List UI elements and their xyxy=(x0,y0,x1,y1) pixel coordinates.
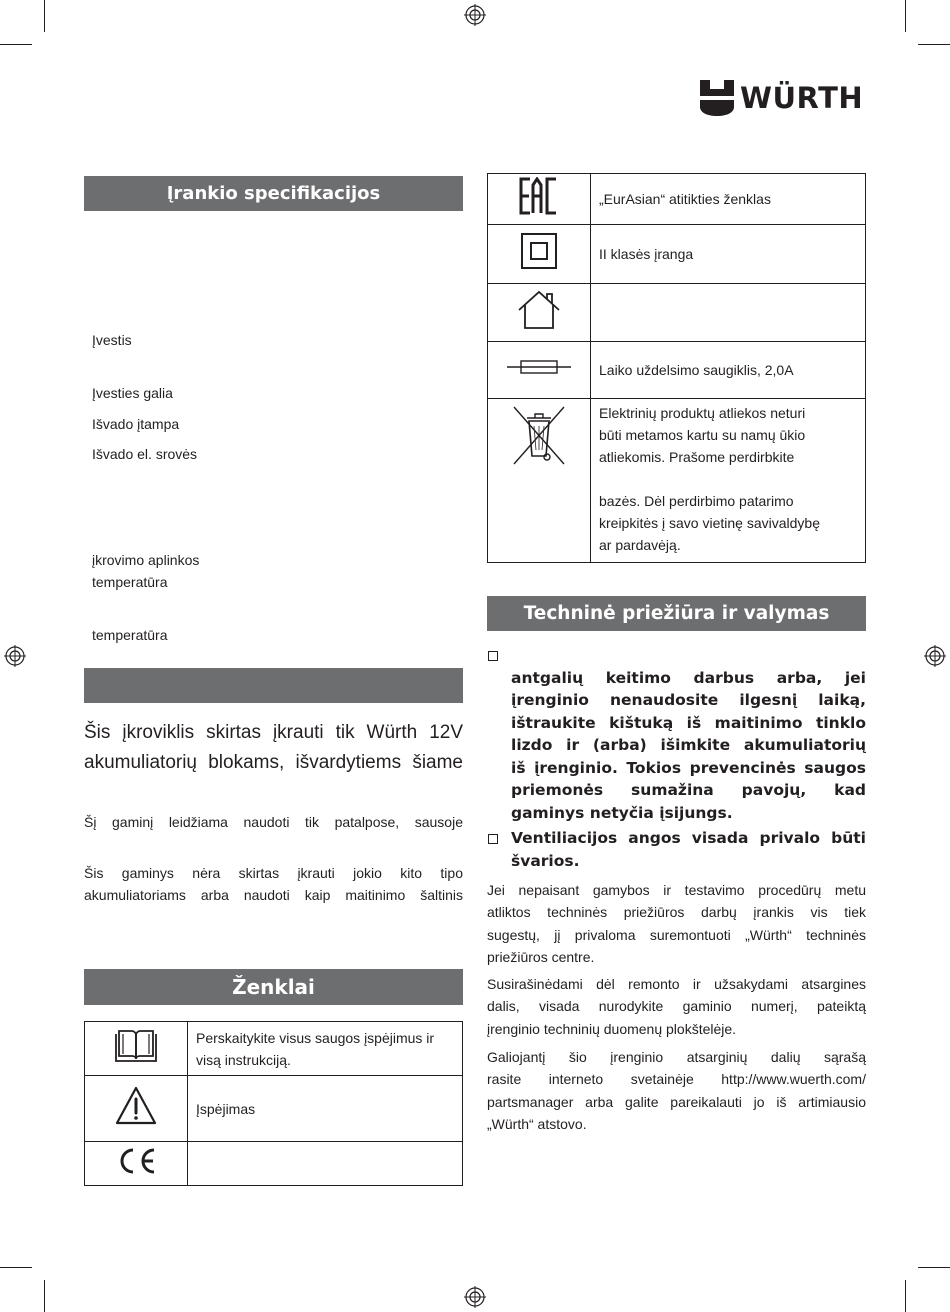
maintenance-bullet-2: Ventiliacijos angos visada privalo būti švarios. xyxy=(511,829,866,870)
maintenance-section-title: Techninė priežiūra ir valymas xyxy=(487,596,866,631)
table-row xyxy=(488,174,866,225)
crop-mark xyxy=(918,44,950,45)
spec-label-charging-temp: įkrovimo aplinkos xyxy=(92,552,200,568)
spec-label-temp: temperatūra xyxy=(92,627,168,643)
symbol-description xyxy=(599,468,857,490)
crossed-bin-icon xyxy=(510,404,568,466)
crop-mark xyxy=(905,0,906,32)
maintenance-bullet-1: antgalių keitimo darbus arba, jei įrenginio nenaudosite ilgesnį laiką, ištraukite kištuką iš maitinimo tinklo lizdo ir (arba) išimkite akumuliatorių iš įrenginio. Tokios prevencinės saugos priemonės sumažina pavojų, kad gaminys netyčia įsijungs. xyxy=(511,668,866,822)
symbols-section-title: Ženklai xyxy=(84,969,463,1005)
eac-mark-icon xyxy=(519,177,559,215)
symbol-description: „EurAsian“ atitikties ženklas xyxy=(599,191,771,207)
spec-label-input: Įvestis xyxy=(92,332,132,348)
table-row xyxy=(85,1076,463,1142)
symbol-description: kreipkitės į savo vietinę savivaldybę xyxy=(599,515,820,531)
bullet-box-icon xyxy=(488,651,498,661)
spec-label-input-power: Įvesties galia xyxy=(92,385,173,401)
symbols-table-left xyxy=(84,1021,463,1186)
symbol-description: būti metamos kartu su namų ūkio xyxy=(599,427,806,443)
table-row xyxy=(85,1142,463,1186)
wurth-logo-mark-icon xyxy=(700,80,734,116)
symbol-description: atliekomis. Prašome perdirbkite xyxy=(599,449,795,465)
book-icon xyxy=(114,1028,158,1064)
class-ii-icon xyxy=(520,232,558,270)
ce-mark-icon xyxy=(114,1147,158,1175)
symbol-description: Laiko uždelsimo saugiklis, 2,0A xyxy=(599,362,794,378)
symbol-description: Elektrinių produktų atliekos neturi xyxy=(599,405,806,421)
crop-mark xyxy=(44,0,45,32)
registration-mark-icon xyxy=(464,1286,486,1308)
usage-section-title xyxy=(84,668,463,703)
symbol-description: Perskaitykite visus saugos įspėjimus ir xyxy=(196,1029,435,1046)
spec-label-charging-temp-2: temperatūra xyxy=(92,574,168,590)
table-row xyxy=(488,284,866,342)
maintenance-paragraph: Jei nepaisant gamybos ir testavimo procedūrų metu atliktos techninės priežiūros darbų įrankis vis tiek sugestų, jį privaloma suremontuoti „Würth“ techninės priežiūros centre. xyxy=(487,882,866,965)
crop-mark xyxy=(44,1280,45,1312)
spec-label-output-current: Išvado el. srovės xyxy=(92,446,198,462)
wurth-logo xyxy=(700,80,863,116)
usage-paragraph: Šį gaminį leidžiama naudoti tik patalpose, sausoje xyxy=(84,814,463,830)
usage-paragraph: Šis gaminys nėra skirtas įkrauti jokio kito tipo akumuliatoriams arba naudoti kaip maitinimo šaltinis xyxy=(84,865,463,903)
usage-paragraph: Šis įkroviklis skirtas įkrauti tik Würth 12V akumuliatorių blokams, išvardytiems šiame xyxy=(84,722,463,773)
crop-mark xyxy=(0,1267,32,1268)
symbol-description: Įspėjimas xyxy=(196,1100,256,1117)
table-row xyxy=(488,342,866,399)
table-row xyxy=(488,225,866,284)
table-row xyxy=(488,399,866,563)
table-row xyxy=(85,1022,463,1076)
fuse-icon xyxy=(507,357,571,377)
spec-label-output-voltage: Išvado įtampa xyxy=(92,416,180,432)
symbol-description: ar pardavėją. xyxy=(599,537,681,553)
registration-mark-icon xyxy=(464,4,486,26)
wurth-logo-text: WÜRTH xyxy=(740,81,864,115)
maintenance-paragraph: Galiojantį šio įrenginio atsarginių dalių sąrašą rasite interneto svetainėje http://www.wuerth.com/ partsmanager arba galite pareikalauti jo iš artimiausio „Würth“ atstovo. xyxy=(487,1049,866,1132)
symbols-table-right xyxy=(487,173,866,563)
registration-mark-icon xyxy=(4,645,26,667)
specs-section-title: Įrankio specifikacijos xyxy=(84,176,463,211)
crop-mark xyxy=(918,1267,950,1268)
maintenance-paragraph: Susirašinėdami dėl remonto ir užsakydami atsargines dalis, visada nurodykite gaminio numerį, pateiktą įrenginio techninių duomenų plokštelėje. xyxy=(487,976,866,1037)
symbol-description: II klasės įranga xyxy=(599,246,694,262)
crop-mark xyxy=(905,1280,906,1312)
house-icon xyxy=(517,290,561,330)
crop-mark xyxy=(0,44,32,45)
symbol-description: visą instrukciją. xyxy=(196,1051,291,1068)
symbol-description: bazės. Dėl perdirbimo patarimo xyxy=(599,493,794,509)
warning-triangle-icon xyxy=(114,1085,158,1127)
registration-mark-icon xyxy=(924,645,946,667)
bullet-box-icon xyxy=(488,834,498,844)
